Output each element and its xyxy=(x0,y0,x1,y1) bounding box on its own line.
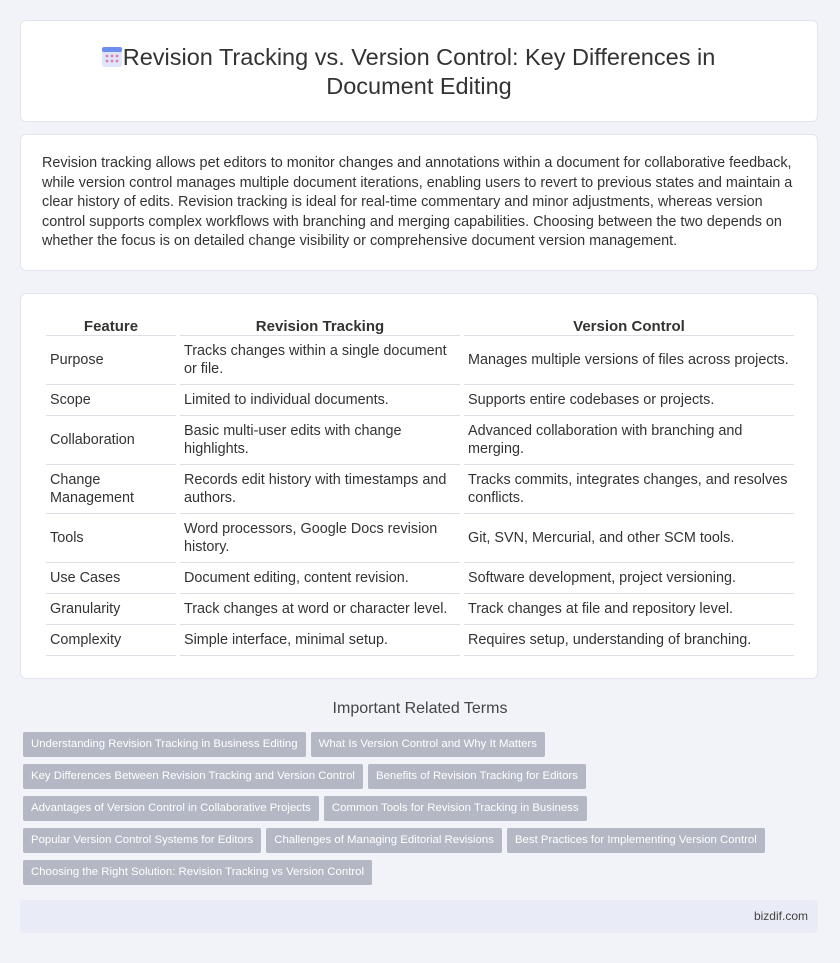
related-term-link[interactable]: Understanding Revision Tracking in Business Editing xyxy=(23,732,306,757)
intro-card xyxy=(20,134,818,271)
version-control-cell: Requires setup, understanding of branching. xyxy=(464,625,794,656)
related-term-link[interactable]: Best Practices for Implementing Version Control xyxy=(507,828,765,853)
title-card xyxy=(20,20,818,122)
version-control-cell: Tracks commits, integrates changes, and resolves conflicts. xyxy=(464,465,794,514)
revision-tracking-cell: Limited to individual documents. xyxy=(180,385,460,416)
table-row xyxy=(46,385,794,416)
version-control-cell: Software development, project versioning. xyxy=(464,563,794,594)
revision-tracking-cell: Records edit history with timestamps and authors. xyxy=(180,465,460,514)
version-control-cell: Advanced collaboration with branching and merging. xyxy=(464,416,794,465)
feature-cell: Complexity xyxy=(46,625,176,656)
related-term-link[interactable]: Choosing the Right Solution: Revision Tracking vs Version Control xyxy=(23,860,372,885)
version-control-cell: Manages multiple versions of files across projects. xyxy=(464,336,794,385)
related-term-link[interactable]: Advantages of Version Control in Collaborative Projects xyxy=(23,796,319,821)
footer xyxy=(20,900,818,933)
version-control-cell: Git, SVN, Mercurial, and other SCM tools. xyxy=(464,514,794,563)
comparison-card xyxy=(20,293,818,679)
related-term-link[interactable]: Key Differences Between Revision Tracking and Version Control xyxy=(23,764,363,789)
feature-cell: Collaboration xyxy=(46,416,176,465)
table-row xyxy=(46,563,794,594)
related-terms-heading: Important Related Terms xyxy=(332,700,508,717)
related-term-link[interactable]: Popular Version Control Systems for Editors xyxy=(23,828,261,853)
table-row xyxy=(46,336,794,385)
feature-cell: Scope xyxy=(46,385,176,416)
revision-tracking-cell: Tracks changes within a single document or file. xyxy=(180,336,460,385)
revision-tracking-cell: Simple interface, minimal setup. xyxy=(180,625,460,656)
related-term-link[interactable]: What Is Version Control and Why It Matters xyxy=(311,732,545,757)
revision-tracking-cell: Track changes at word or character level. xyxy=(180,594,460,625)
related-terms-list xyxy=(23,732,823,892)
feature-cell: Granularity xyxy=(46,594,176,625)
feature-cell: Change Management xyxy=(46,465,176,514)
table-row xyxy=(46,594,794,625)
table-row xyxy=(46,416,794,465)
related-term-link[interactable]: Common Tools for Revision Tracking in Business xyxy=(324,796,587,821)
intro-paragraph: Revision tracking allows pet editors to monitor changes and annotations within a document for collaborative feedback, while version control manages multiple document iterations, enabling users to revert to previous states and maintain a clear history of edits. Revision tracking is ideal for real-time commentary and minor adjustments, whereas version control supports complex workflows with branching and merging capabilities. Choosing between the two depends on whether the focus is on detailed change visibility or comprehensive document version management. xyxy=(42,155,793,249)
site-name[interactable]: bizdif.com xyxy=(753,909,808,923)
table-header-row xyxy=(46,316,794,336)
column-header: Feature xyxy=(46,316,176,336)
column-header: Version Control xyxy=(464,316,794,336)
comparison-table xyxy=(42,316,798,656)
table-row xyxy=(46,514,794,563)
feature-cell: Purpose xyxy=(46,336,176,385)
column-header: Revision Tracking xyxy=(180,316,460,336)
feature-cell: Use Cases xyxy=(46,563,176,594)
table-row xyxy=(46,625,794,656)
table-row xyxy=(46,465,794,514)
version-control-cell: Supports entire codebases or projects. xyxy=(464,385,794,416)
revision-tracking-cell: Word processors, Google Docs revision history. xyxy=(180,514,460,563)
revision-tracking-cell: Document editing, content revision. xyxy=(180,563,460,594)
version-control-cell: Track changes at file and repository level. xyxy=(464,594,794,625)
related-term-link[interactable]: Challenges of Managing Editorial Revisions xyxy=(266,828,502,853)
related-term-link[interactable]: Benefits of Revision Tracking for Editors xyxy=(368,764,586,789)
revision-tracking-cell: Basic multi-user edits with change highlights. xyxy=(180,416,460,465)
page-title: Revision Tracking vs. Version Control: Key Differences in Document Editing xyxy=(122,44,716,99)
feature-cell: Tools xyxy=(46,514,176,563)
